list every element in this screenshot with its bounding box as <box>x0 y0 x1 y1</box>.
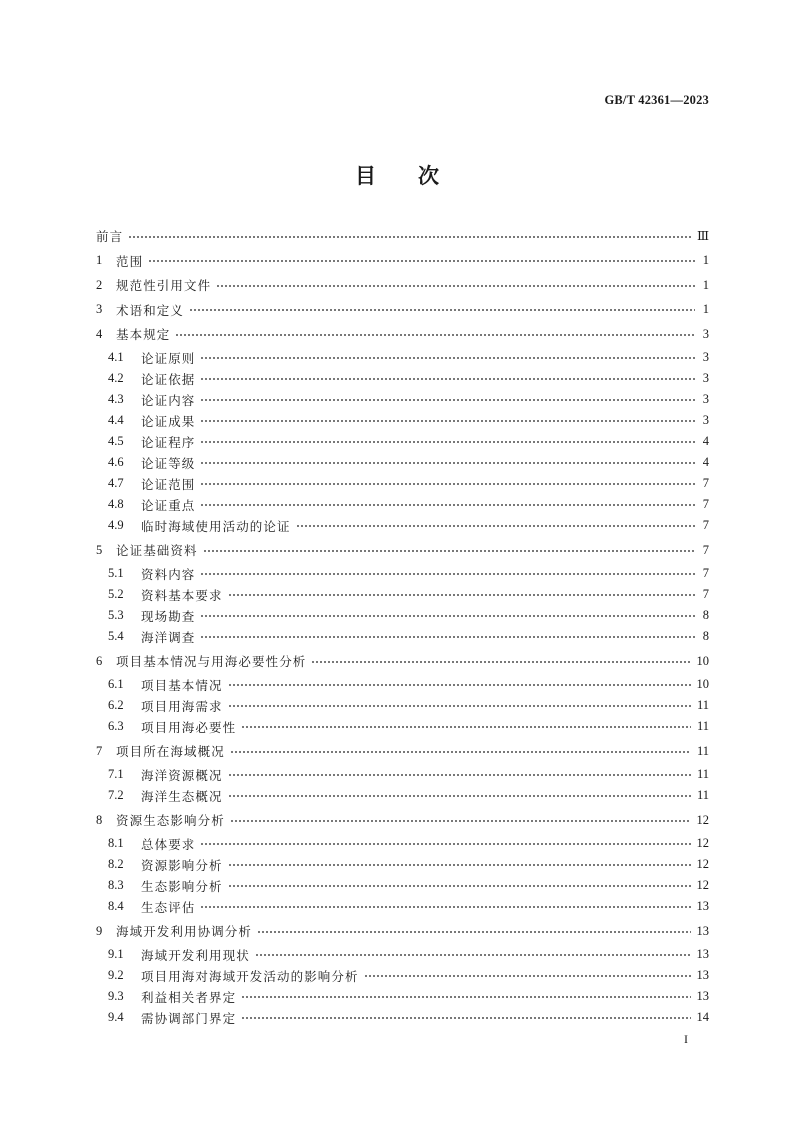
toc-entry <box>96 921 709 942</box>
toc-leader-dots <box>200 605 695 626</box>
toc-entry-number: 9.3 <box>108 989 124 1003</box>
toc-leader-dots <box>200 896 690 917</box>
toc-entry <box>96 299 709 320</box>
toc-entry-page: 13 <box>696 989 709 1003</box>
toc-subentry <box>96 944 709 965</box>
toc-leader-dots <box>175 324 695 345</box>
toc-entry-number: 4 <box>96 326 103 341</box>
toc-leader-dots <box>228 785 691 806</box>
toc-entry-title: 资料基本要求 <box>141 587 223 603</box>
toc-entry-number: 4.7 <box>108 476 124 490</box>
toc-entry-number: 5.1 <box>108 566 124 580</box>
toc-entry-title: 资源影响分析 <box>141 857 223 873</box>
toc-leader-dots <box>200 431 695 452</box>
toc-entry-title: 前言 <box>96 229 124 244</box>
toc-leader-dots <box>228 695 691 716</box>
toc-entry-title: 论证范围 <box>141 476 196 492</box>
toc-subentry <box>96 452 709 473</box>
toc-entry-page: 10 <box>696 677 709 691</box>
toc-entry-page: 3 <box>702 371 709 385</box>
toc-entry-number: 8.4 <box>108 899 124 913</box>
toc-entry-title: 论证程序 <box>141 434 196 450</box>
toc-subentry <box>96 431 709 452</box>
toc-subentry <box>96 716 709 737</box>
toc-entry-page: 10 <box>696 653 709 668</box>
toc-leader-dots <box>296 515 695 536</box>
toc-subentry <box>96 695 709 716</box>
toc-subentry <box>96 965 709 986</box>
toc-entry-number: 4.4 <box>108 413 124 427</box>
toc-entry-page: 7 <box>702 566 709 580</box>
toc-subentry <box>96 605 709 626</box>
toc-entry <box>96 324 709 345</box>
toc-entry-title: 论证重点 <box>141 497 196 513</box>
toc-leader-dots <box>128 226 691 247</box>
toc-subentry <box>96 854 709 875</box>
toc-entry-page: 11 <box>696 719 709 733</box>
toc-entry <box>96 275 709 296</box>
toc-entry-title: 利益相关者界定 <box>141 989 237 1005</box>
toc-leader-dots <box>200 473 695 494</box>
toc-entry-title: 需协调部门界定 <box>141 1010 237 1026</box>
toc-subentry <box>96 875 709 896</box>
toc-entry-page: 7 <box>702 497 709 511</box>
toc-leader-dots <box>228 584 695 605</box>
toc-subentry <box>96 389 709 410</box>
toc-entry-page: 12 <box>696 857 709 871</box>
toc-leader-dots <box>200 452 695 473</box>
toc-leader-dots <box>203 540 695 561</box>
toc-entry-title: 生态影响分析 <box>141 878 223 894</box>
toc-entry-page: 1 <box>702 253 709 267</box>
toc-leader-dots <box>311 651 690 672</box>
toc-subentry <box>96 515 709 536</box>
toc-subentry <box>96 785 709 806</box>
toc-leader-dots <box>230 810 691 831</box>
toc-subentry <box>96 494 709 515</box>
page-title: 目 次 <box>355 163 439 188</box>
toc-entry-title: 海域开发利用协调分析 <box>116 924 253 939</box>
toc-entry-number: 8 <box>96 812 103 827</box>
toc-entry-number: 8.1 <box>108 836 124 850</box>
toc-entry-page: 7 <box>702 518 709 532</box>
toc-subentry <box>96 1007 709 1028</box>
toc-entry-title: 资料内容 <box>141 566 196 582</box>
toc-entry-page: 12 <box>696 812 709 827</box>
toc-subentry <box>96 473 709 494</box>
page-number: I <box>684 1032 688 1046</box>
toc-leader-dots <box>189 299 695 320</box>
toc-leader-dots <box>200 563 695 584</box>
toc-entry <box>96 810 709 831</box>
toc-entry-title: 海洋调查 <box>141 629 196 645</box>
toc-entry-page: 7 <box>702 587 709 601</box>
toc-leader-dots <box>230 741 691 762</box>
toc-subentry <box>96 986 709 1007</box>
toc-entry-number: 4.9 <box>108 518 124 532</box>
toc-entry-page: 11 <box>696 743 709 758</box>
toc-entry-title: 论证依据 <box>141 371 196 387</box>
toc-leader-dots <box>364 965 691 986</box>
toc-entry-title: 资源生态影响分析 <box>116 813 225 828</box>
toc-entry-number: 4.8 <box>108 497 124 511</box>
toc-entry-number: 9 <box>96 923 103 938</box>
toc-entry <box>96 651 709 672</box>
toc-entry-page: 12 <box>696 878 709 892</box>
toc-entry-page: 8 <box>702 608 709 622</box>
toc-entry <box>96 540 709 561</box>
toc-entry-title: 项目用海对海域开发活动的影响分析 <box>141 968 359 984</box>
toc-entry-page: 13 <box>696 923 709 938</box>
toc-leader-dots <box>200 833 690 854</box>
toc-entry-title: 生态评估 <box>141 899 196 915</box>
toc-entry-number: 4.5 <box>108 434 124 448</box>
toc-subentry <box>96 563 709 584</box>
toc-entry-title: 项目所在海域概况 <box>116 744 225 759</box>
toc-leader-dots <box>241 1007 690 1028</box>
toc-entry-page: 11 <box>696 788 709 802</box>
toc-entry-title: 海洋生态概况 <box>141 788 223 804</box>
toc-entry-page: 3 <box>702 392 709 406</box>
toc-entry-title: 临时海域使用活动的论证 <box>141 518 291 534</box>
toc-leader-dots <box>257 921 690 942</box>
toc-entry-title: 海域开发利用现状 <box>141 947 250 963</box>
toc-entry-number: 9.2 <box>108 968 124 982</box>
toc-entry-number: 4.6 <box>108 455 124 469</box>
toc-entry-number: 5.3 <box>108 608 124 622</box>
toc-entry-title: 项目用海需求 <box>141 698 223 714</box>
toc-entry-page: 4 <box>702 434 709 448</box>
standard-code: GB/T 42361—2023 <box>604 93 709 107</box>
toc-leader-dots <box>228 854 691 875</box>
toc-entry-number: 7.1 <box>108 767 124 781</box>
toc-entry-number: 4.3 <box>108 392 124 406</box>
toc-entry-number: 6.1 <box>108 677 124 691</box>
toc-entry-title: 术语和定义 <box>116 302 185 318</box>
toc-entry-title: 项目基本情况与用海必要性分析 <box>116 654 307 669</box>
toc-subentry <box>96 626 709 647</box>
toc-entry-title: 基本规定 <box>116 327 171 342</box>
toc-entry-page: 8 <box>702 629 709 643</box>
toc-leader-dots <box>241 716 691 737</box>
toc-entry-title: 项目用海必要性 <box>141 719 237 735</box>
toc-entry <box>96 250 709 271</box>
toc-entry-title: 论证原则 <box>141 350 196 366</box>
toc-entry-title: 范围 <box>116 253 144 269</box>
toc-entry-title: 论证内容 <box>141 392 196 408</box>
toc-entry-page: 7 <box>702 476 709 490</box>
toc-leader-dots <box>228 674 691 695</box>
toc-entry-title: 总体要求 <box>141 836 196 852</box>
toc-entry-number: 8.3 <box>108 878 124 892</box>
toc-entry-number: 5.2 <box>108 587 124 601</box>
toc-entry-page: 13 <box>696 968 709 982</box>
toc-subentry <box>96 368 709 389</box>
toc-entry-page: 1 <box>702 302 709 316</box>
toc-entry-number: 9.4 <box>108 1010 124 1024</box>
toc-subentry <box>96 347 709 368</box>
toc-entry-title: 项目基本情况 <box>141 677 223 693</box>
toc-subentry <box>96 764 709 785</box>
toc-entry-title: 现场勘查 <box>141 608 196 624</box>
toc-entry-page: 1 <box>702 277 709 292</box>
toc-entry-number: 5 <box>96 542 103 557</box>
toc-entry-page: 7 <box>702 542 709 557</box>
toc-entry-title: 海洋资源概况 <box>141 767 223 783</box>
toc-entry-number: 5.4 <box>108 629 124 643</box>
toc-entry-page: 4 <box>702 455 709 469</box>
toc-subentry <box>96 833 709 854</box>
toc-leader-dots <box>228 764 691 785</box>
toc-entry-page: 3 <box>702 350 709 364</box>
toc-entry-number: 6.3 <box>108 719 124 733</box>
toc-leader-dots <box>241 986 690 1007</box>
toc-leader-dots <box>200 368 695 389</box>
toc-entry <box>96 226 709 247</box>
toc-entry-number: 6 <box>96 653 103 668</box>
toc-entry-number: 9.1 <box>108 947 124 961</box>
toc-entry-page: 3 <box>702 413 709 427</box>
toc-entry-number: 4.2 <box>108 371 124 385</box>
toc-entry-page: 14 <box>696 1010 709 1024</box>
toc-entry-number: 3 <box>96 302 103 316</box>
toc-entry-page: 11 <box>696 767 709 781</box>
toc-leader-dots <box>200 626 695 647</box>
toc-leader-dots <box>200 389 695 410</box>
toc-subentry <box>96 410 709 431</box>
toc-entry-title: 规范性引用文件 <box>116 278 212 293</box>
toc-leader-dots <box>200 410 695 431</box>
toc-leader-dots <box>255 944 691 965</box>
table-of-contents <box>96 222 709 1028</box>
toc-entry-page: 13 <box>696 899 709 913</box>
toc-entry-page: Ⅲ <box>696 229 709 243</box>
toc-entry-number: 2 <box>96 277 103 292</box>
toc-entry-title: 论证等级 <box>141 455 196 471</box>
toc-leader-dots <box>200 494 695 515</box>
toc-entry-title: 论证基础资料 <box>116 543 198 558</box>
toc-leader-dots <box>228 875 691 896</box>
toc-entry-number: 1 <box>96 253 103 267</box>
toc-entry-number: 7 <box>96 743 103 758</box>
toc-entry-page: 13 <box>696 947 709 961</box>
toc-entry-page: 3 <box>702 326 709 341</box>
toc-entry <box>96 741 709 762</box>
toc-entry-title: 论证成果 <box>141 413 196 429</box>
toc-entry-page: 11 <box>696 698 709 712</box>
toc-entry-number: 4.1 <box>108 350 124 364</box>
toc-subentry <box>96 584 709 605</box>
toc-leader-dots <box>148 250 695 271</box>
toc-subentry <box>96 896 709 917</box>
toc-entry-number: 7.2 <box>108 788 124 802</box>
toc-entry-number: 6.2 <box>108 698 124 712</box>
toc-leader-dots <box>216 275 695 296</box>
toc-entry-page: 12 <box>696 836 709 850</box>
toc-leader-dots <box>200 347 695 368</box>
toc-subentry <box>96 674 709 695</box>
toc-entry-number: 8.2 <box>108 857 124 871</box>
